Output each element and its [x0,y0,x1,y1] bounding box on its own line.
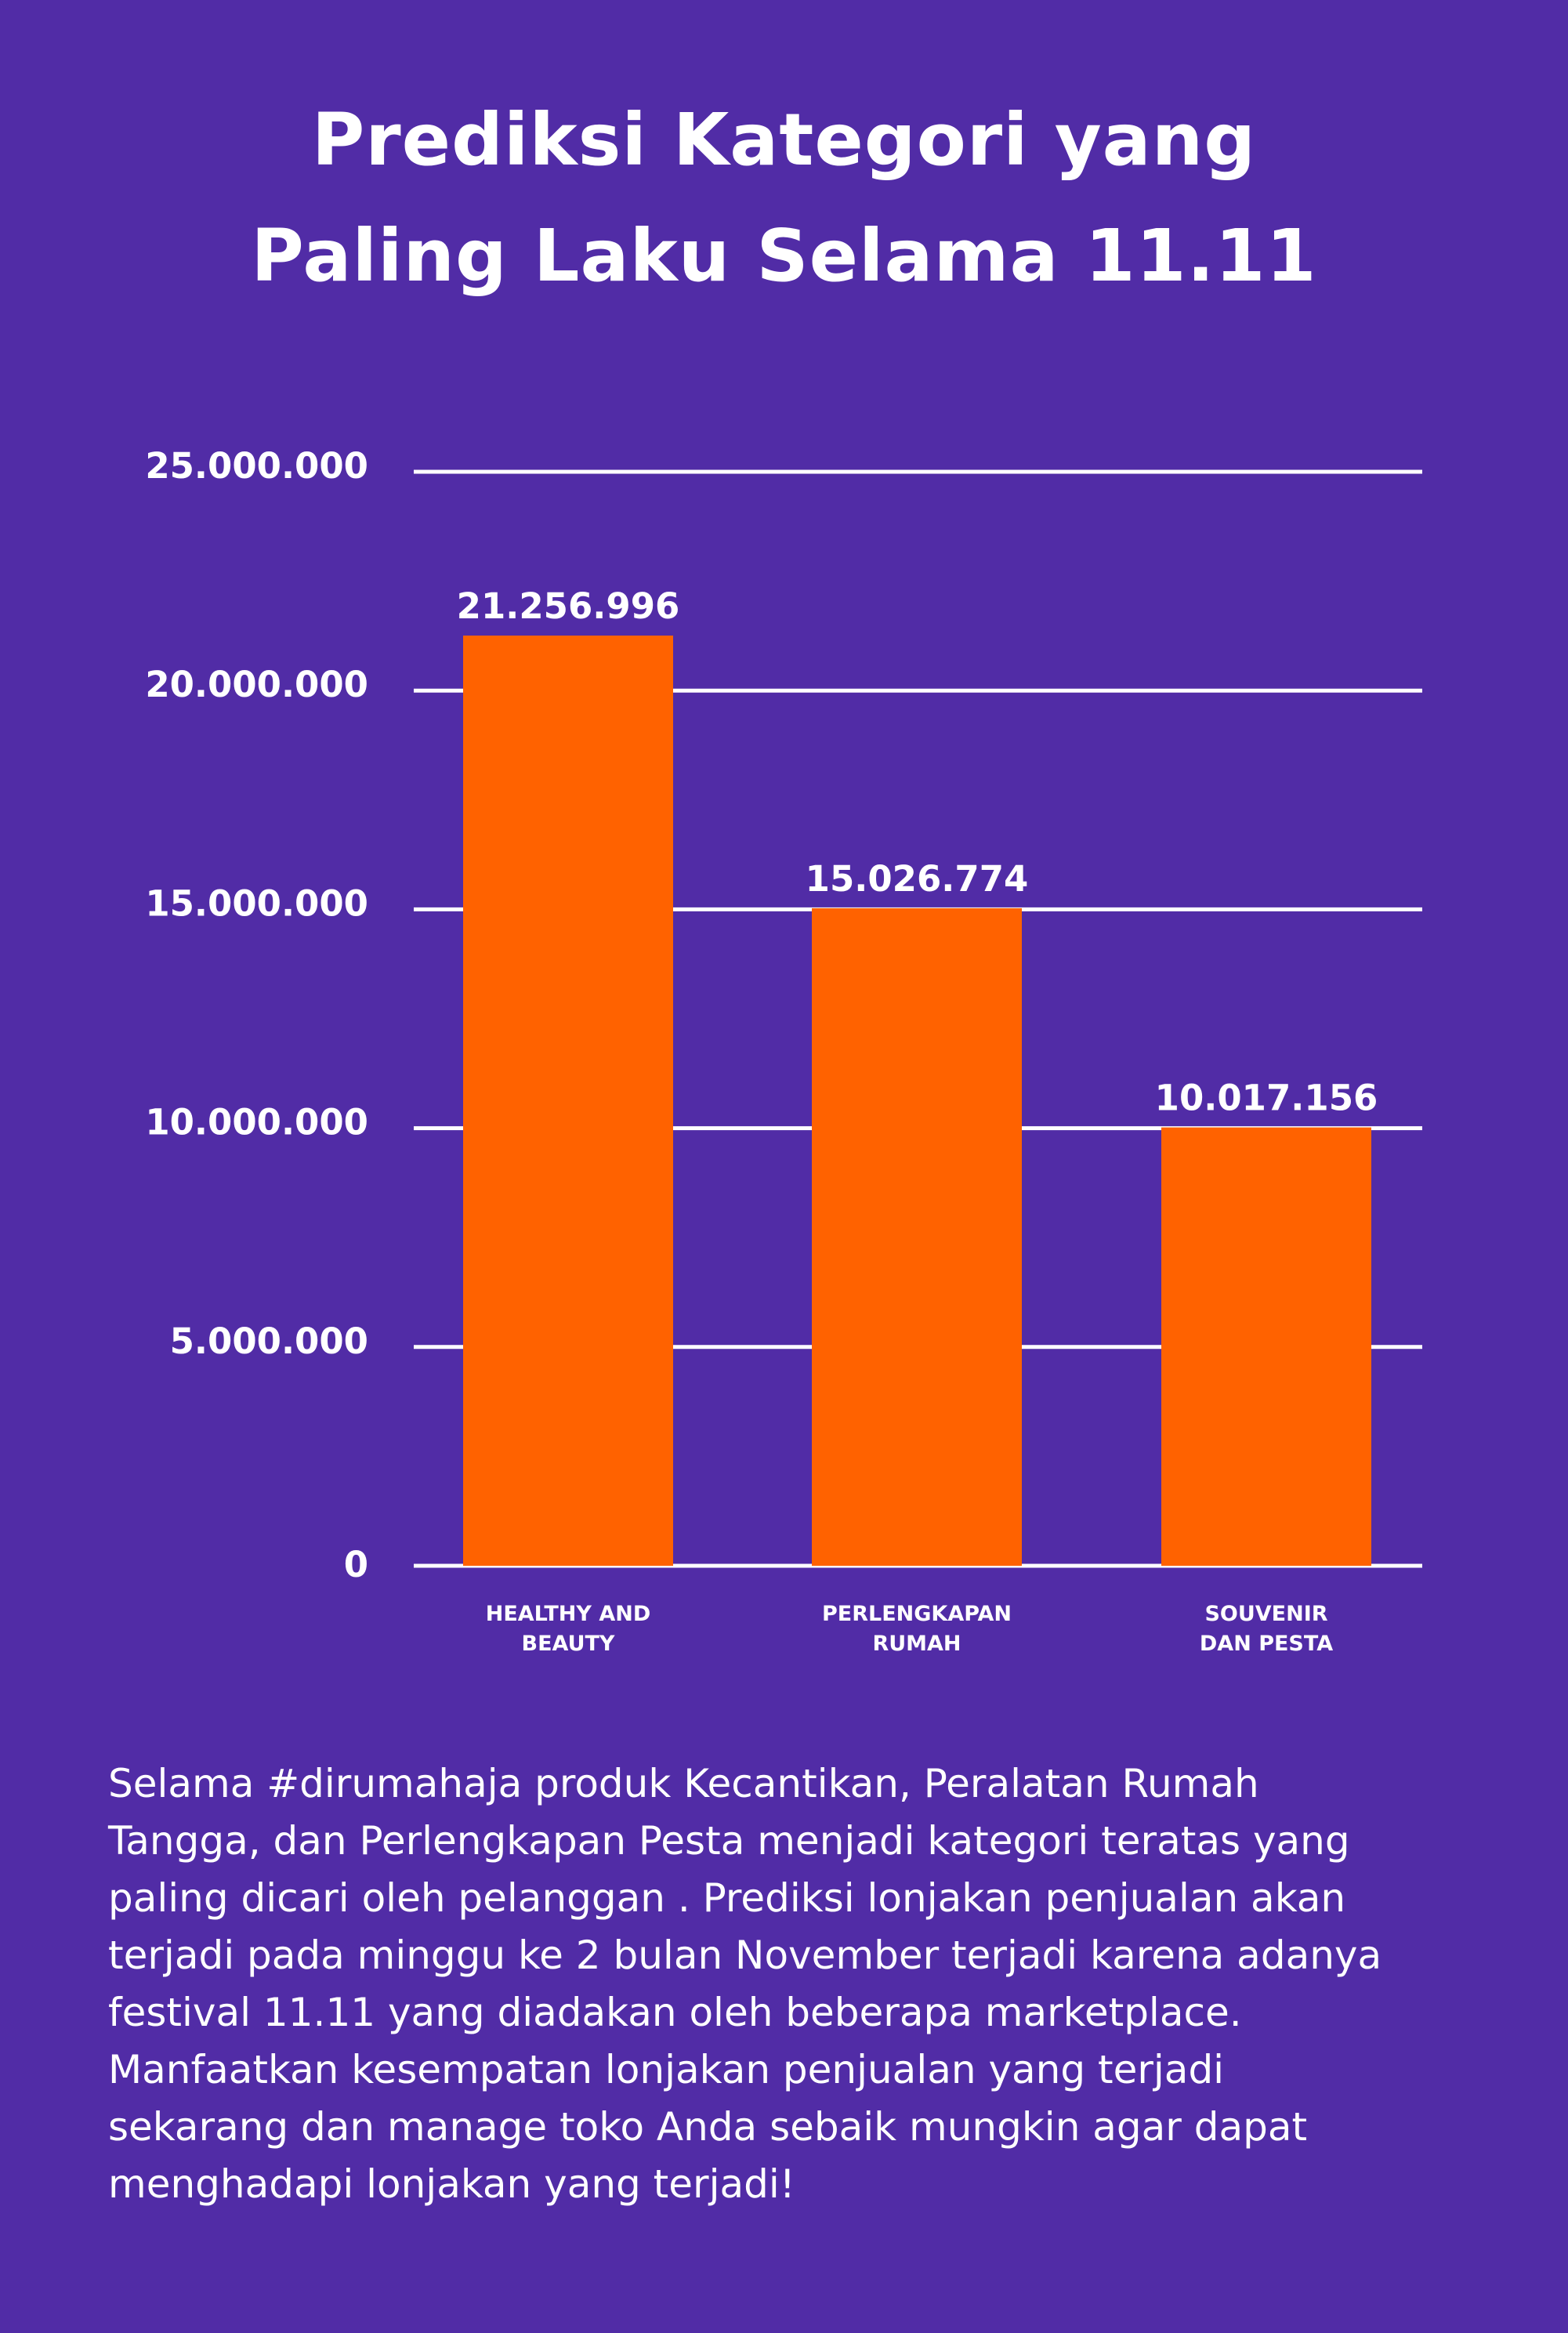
description-paragraph [108,1755,1487,2213]
y-tick-label: 5.000.000 [169,1320,368,1362]
bar [463,636,673,1566]
y-tick-label: 0 [343,1544,368,1585]
chart-title-line-1: Prediksi Kategori yang [311,98,1257,182]
value-label: 10.017.156 [1154,1077,1378,1119]
chart-title-line-2: Paling Laku Selama 11.11 [251,214,1317,298]
category-label: BEAUTY [521,1632,615,1656]
y-tick-label: 20.000.000 [145,664,368,706]
bar [1161,1128,1371,1566]
y-tick-label: 10.000.000 [145,1101,368,1143]
category-label: RUMAH [872,1632,961,1656]
y-tick-label: 25.000.000 [145,445,368,487]
description-line: Manfaatkan kesempatan lonjakan penjualan yang terjadi [108,2047,1225,2092]
chart-title [0,82,1568,314]
category-label: PERLENGKAPAN [821,1602,1012,1626]
y-tick-label: 15.000.000 [145,882,368,925]
description-line: paling dicari oleh pelanggan . Prediksi lonjakan penjualan akan [108,1875,1346,1921]
description-line: festival 11.11 yang diadakan oleh beberapa marketplace. [108,1990,1242,2035]
description-line: terjadi pada minggu ke 2 bulan November terjadi karena adanya [108,1933,1382,1978]
description-line: Tangga, dan Perlengkapan Pesta menjadi kategori teratas yang [108,1818,1350,1864]
category-label: HEALTHY AND [485,1602,651,1626]
value-label: 15.026.774 [805,857,1029,900]
category-label: SOUVENIR [1204,1602,1328,1626]
description-line: sekarang dan manage toko Anda sebaik mungkin agar dapat [108,2104,1308,2150]
category-label: DAN PESTA [1199,1632,1334,1656]
value-label: 21.256.996 [456,585,680,628]
bar-chart [0,408,1568,1693]
description-line: Selama #dirumahaja produk Kecantikan, Peralatan Rumah [108,1761,1259,1806]
description-line: menghadapi lonjakan yang terjadi! [108,2161,795,2207]
bar [812,908,1022,1566]
